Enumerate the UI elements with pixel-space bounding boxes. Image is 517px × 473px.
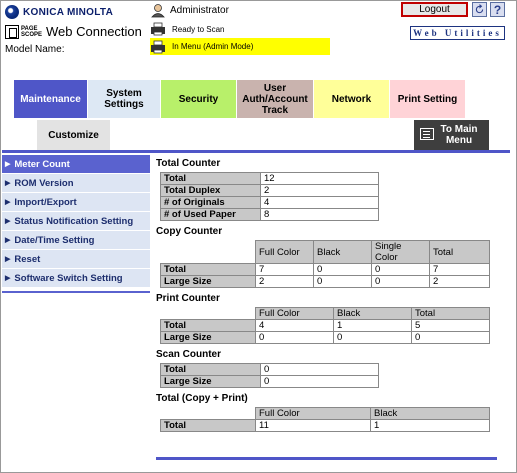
tab-user-auth[interactable]: User Auth/Account Track <box>237 80 313 118</box>
tab-maintenance[interactable]: Maintenance <box>14 80 87 118</box>
sidebar-divider <box>2 291 150 293</box>
table-row: Total 7 0 0 7 <box>161 264 490 276</box>
table-row: # of Originals 4 <box>161 197 379 209</box>
sidebar-item-reset[interactable]: ▶ Reset <box>2 250 150 269</box>
pagescope-icon <box>5 25 19 39</box>
sidebar-item-meter-count[interactable]: ▶ Meter Count <box>2 155 150 174</box>
company-name: KONICA MINOLTA <box>23 6 114 18</box>
arrow-right-icon: ▶ <box>5 237 11 244</box>
pagescope-logo <box>5 24 142 39</box>
table-row: Total 0 <box>161 364 379 376</box>
sidebar-item-date-time[interactable]: ▶ Date/Time Setting <box>2 231 150 250</box>
user-status <box>150 3 229 18</box>
sidebar-item-rom-version[interactable]: ▶ ROM Version <box>2 174 150 193</box>
table-row: Total 11 1 <box>161 420 490 432</box>
table-row: Total 12 <box>161 173 379 185</box>
print-counter-title: Print Counter <box>156 293 220 304</box>
table-header-row: Full Color Black <box>161 408 490 420</box>
table-row: Total 4 1 5 <box>161 320 490 332</box>
arrow-right-icon: ▶ <box>5 256 11 263</box>
printer-icon <box>150 22 166 36</box>
device-status <box>150 22 224 36</box>
pagescope-wordmark: PAGE SCOPE <box>21 25 43 38</box>
content-divider <box>156 457 497 460</box>
mode-banner <box>150 38 330 55</box>
table-row: Large Size 0 <box>161 376 379 388</box>
refresh-icon <box>474 4 485 15</box>
to-main-menu-button[interactable] <box>414 120 489 150</box>
arrow-right-icon: ▶ <box>5 161 11 168</box>
table-row: Large Size 2 0 0 2 <box>161 276 490 288</box>
web-utilities-link[interactable]: Web Utilities <box>410 26 505 40</box>
logout-button[interactable]: Logout <box>401 2 468 17</box>
globe-icon <box>5 5 19 19</box>
divider <box>2 150 510 153</box>
scan-counter-title: Scan Counter <box>156 349 222 360</box>
table-row: # of Used Paper 8 <box>161 209 379 221</box>
tab-network[interactable]: Network <box>314 80 389 118</box>
copy-counter-title: Copy Counter <box>156 226 223 237</box>
total-counter-title: Total Counter <box>156 158 221 169</box>
print-counter-table <box>160 307 490 344</box>
model-name-label: Model Name: <box>5 44 65 55</box>
tab-security[interactable]: Security <box>161 80 236 118</box>
printer-icon <box>150 40 166 54</box>
arrow-right-icon: ▶ <box>5 199 11 206</box>
total-counter-table <box>160 172 379 221</box>
user-name: Administrator <box>170 5 229 16</box>
refresh-button[interactable] <box>472 2 487 17</box>
product-title: Web Connection <box>46 24 142 39</box>
scan-counter-table <box>160 363 379 388</box>
to-main-menu-label: To Main Menu <box>440 124 478 146</box>
administrator-icon <box>150 3 166 18</box>
copy-print-total-title: Total (Copy + Print) <box>156 393 248 404</box>
tab-customize[interactable]: Customize <box>37 120 110 150</box>
arrow-right-icon: ▶ <box>5 218 11 225</box>
copy-print-total-table <box>160 407 490 432</box>
table-header-row: Full Color Black Single Color Total <box>161 241 490 264</box>
device-state-text: Ready to Scan <box>172 24 225 34</box>
sidebar-item-status-notification[interactable]: ▶ Status Notification Setting <box>2 212 150 231</box>
arrow-right-icon: ▶ <box>5 180 11 187</box>
sidebar <box>2 155 150 293</box>
table-row: Large Size 0 0 0 <box>161 332 490 344</box>
sidebar-item-import-export[interactable]: ▶ Import/Export <box>2 193 150 212</box>
copy-counter-table <box>160 240 490 288</box>
mode-text: In Menu (Admin Mode) <box>172 42 254 51</box>
arrow-right-icon: ▶ <box>5 275 11 282</box>
table-row: Total Duplex 2 <box>161 185 379 197</box>
tab-print-setting[interactable]: Print Setting <box>390 80 465 118</box>
help-button[interactable]: ? <box>490 2 505 17</box>
menu-icon <box>420 128 434 140</box>
tab-system-settings[interactable]: System Settings <box>88 80 160 118</box>
sidebar-item-software-switch[interactable]: ▶ Software Switch Setting <box>2 269 150 288</box>
konica-minolta-logo <box>5 5 113 19</box>
table-header-row: Full Color Black Total <box>161 308 490 320</box>
meter-count-content <box>156 158 496 432</box>
